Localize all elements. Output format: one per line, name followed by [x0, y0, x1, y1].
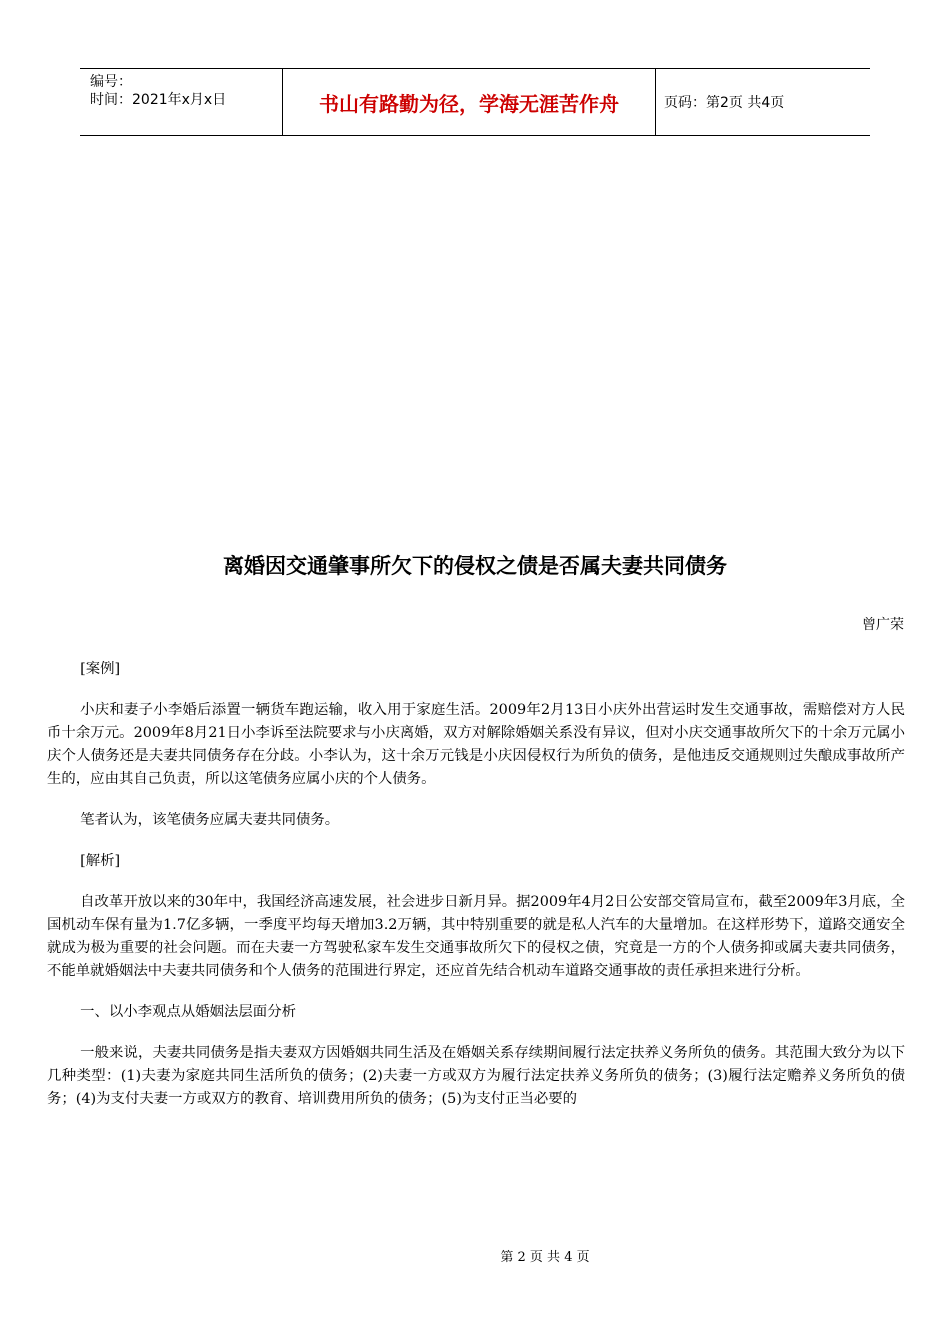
analysis-heading: [解析] — [80, 853, 121, 869]
page-footer: 第 2 页 共 4 页 — [500, 1250, 590, 1265]
analysis-paragraph: 自改革开放以来的30年中，我国经济高速发展，社会进步日新月异。据2009年4月2日公安部交管局宣布，截至2009年3月底，全国机动车保有量为1.7亿多辆，一季度平均每天增加3.2万辆，其中特别重要的就是私人汽车的大量增加。在这样形势下，道路交通安全就成为极为重要的社会问题。而在夫妻一方驾驶私家车发生交通事故所欠下的侵权之债，究竟是一方的个人债务抑或属夫妻共同债务，不能单就婚姻法中夫妻共同债务和个人债务的范围进行界定，还应首先结合机动车道路交通事故的责任承担来进行分析。 — [47, 894, 905, 979]
number-label: 编号： — [90, 74, 132, 90]
article-title: 离婚因交通肇事所欠下的侵权之债是否属夫妻共同债务 — [223, 554, 727, 578]
opinion-paragraph: 笔者认为，该笔债务应属夫妻共同债务。 — [80, 812, 340, 828]
section-paragraph: 一般来说，夫妻共同债务是指夫妻双方因婚姻共同生活及在婚姻关系存续期间履行法定扶养义务所负的债务。其范围大致分为以下几种类型：(1)夫妻为家庭共同生活所负的债务；(2)夫妻一方或双方为履行法定扶养义务所负的债务；(3)履行法定赡养义务所负的债务；(4)为支付夫妻一方或双方的教育、培训费用所负的债务；(5)为支付正当必要的 — [47, 1045, 905, 1107]
section-heading: 一、以小李观点从婚姻法层面分析 — [80, 1004, 296, 1020]
header-meta-cell — [80, 69, 283, 135]
time-label: 时间：2021年x月x日 — [90, 92, 227, 108]
motto-text: 书山有路勤为径，学海无涯苦作舟 — [319, 91, 619, 116]
article-author: 曾广荣 — [862, 617, 904, 633]
article-body — [47, 658, 905, 1129]
header-table — [80, 68, 870, 136]
header-page-cell — [656, 69, 870, 135]
page-info: 页码：第2页 共4页 — [664, 95, 785, 111]
header-motto-cell — [283, 69, 656, 135]
case-heading: [案例] — [80, 661, 121, 677]
case-paragraph: 小庆和妻子小李婚后添置一辆货车跑运输，收入用于家庭生活。2009年2月13日小庆外出营运时发生交通事故，需赔偿对方人民币十余万元。2009年8月21日小李诉至法院要求与小庆离婚，双方对解除婚姻关系没有异议，但对小庆交通事故所欠下的十余万元属小庆个人债务还是夫妻共同债务存在分歧。小李认为，这十余万元钱是小庆因侵权行为所负的债务，是他违反交通规则过失酿成事故所产生的，应由其自己负责，所以这笔债务应属小庆的个人债务。 — [47, 702, 905, 787]
